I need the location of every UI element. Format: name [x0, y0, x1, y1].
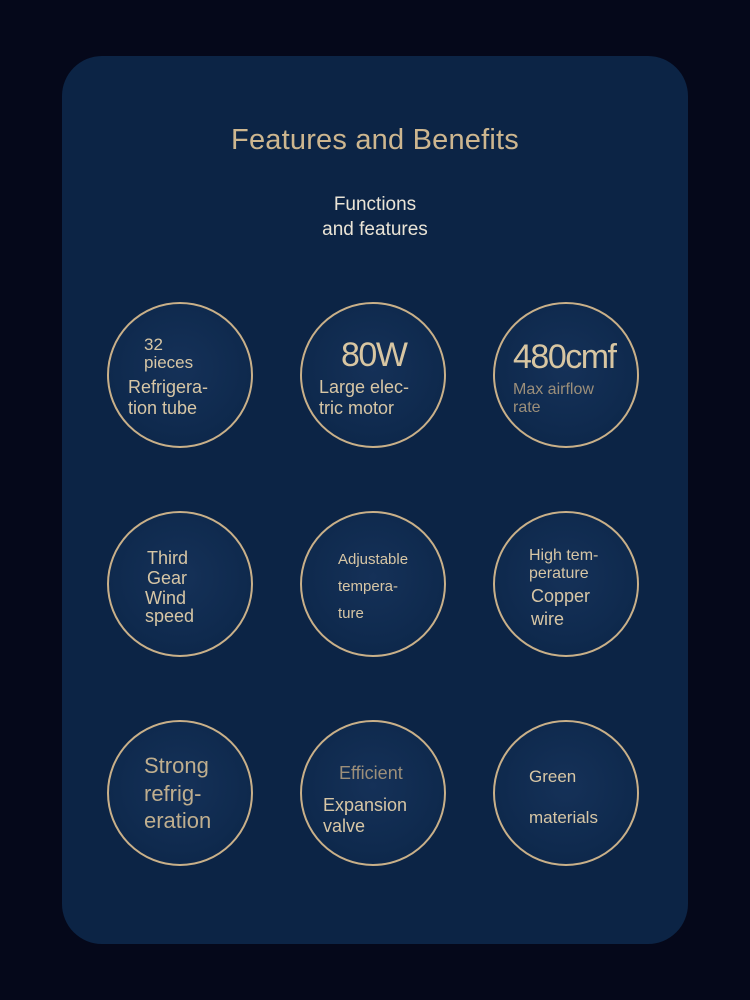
feature-text: Large elec- — [319, 377, 410, 397]
feature-value: 80W — [341, 336, 407, 374]
feature-text: Max airflow — [513, 381, 594, 398]
feature-text: Refrigera- — [128, 377, 209, 397]
feature-copper-wire — [493, 511, 639, 657]
feature-text: High tem- — [529, 547, 599, 564]
feature-text: wire — [531, 609, 565, 629]
feature-value: 480cmf — [513, 338, 616, 376]
feature-text: rate — [513, 399, 541, 416]
feature-green-materials — [493, 720, 639, 866]
feature-text: Adjustable — [338, 551, 409, 568]
feature-text: speed — [145, 606, 195, 626]
feature-text: Third — [147, 548, 189, 568]
feature-text: ture — [338, 605, 364, 622]
feature-expansion-valve — [300, 720, 446, 866]
feature-text: Green — [529, 767, 577, 786]
feature-text: Gear — [147, 568, 188, 588]
feature-text: Wind — [145, 588, 187, 608]
feature-wind-speed — [107, 511, 253, 657]
feature-text: Efficient — [339, 763, 403, 783]
feature-text: pieces — [144, 353, 194, 372]
feature-text: valve — [323, 816, 366, 836]
subtitle-line-2: and features — [322, 219, 428, 240]
feature-text: tempera- — [338, 578, 399, 595]
feature-electric-motor — [300, 302, 446, 448]
page-subtitle — [0, 192, 750, 242]
feature-strong-refrigeration — [107, 720, 253, 866]
feature-text: Expansion — [323, 795, 408, 815]
feature-text: refrig- — [144, 781, 202, 806]
feature-airflow — [493, 302, 639, 448]
feature-text: tion tube — [128, 398, 198, 418]
feature-adjustable-temperature — [300, 511, 446, 657]
page-title: Features and Benefits — [231, 124, 519, 156]
feature-text: perature — [529, 565, 589, 582]
feature-text: Copper — [531, 586, 591, 606]
feature-text: 32 — [144, 335, 163, 354]
feature-refrigeration-tube — [107, 302, 253, 448]
feature-text: Strong — [144, 753, 209, 778]
feature-text: eration — [144, 808, 212, 833]
subtitle-line-1: Functions — [333, 194, 417, 215]
feature-text: materials — [529, 808, 598, 827]
feature-text: tric motor — [319, 398, 395, 418]
